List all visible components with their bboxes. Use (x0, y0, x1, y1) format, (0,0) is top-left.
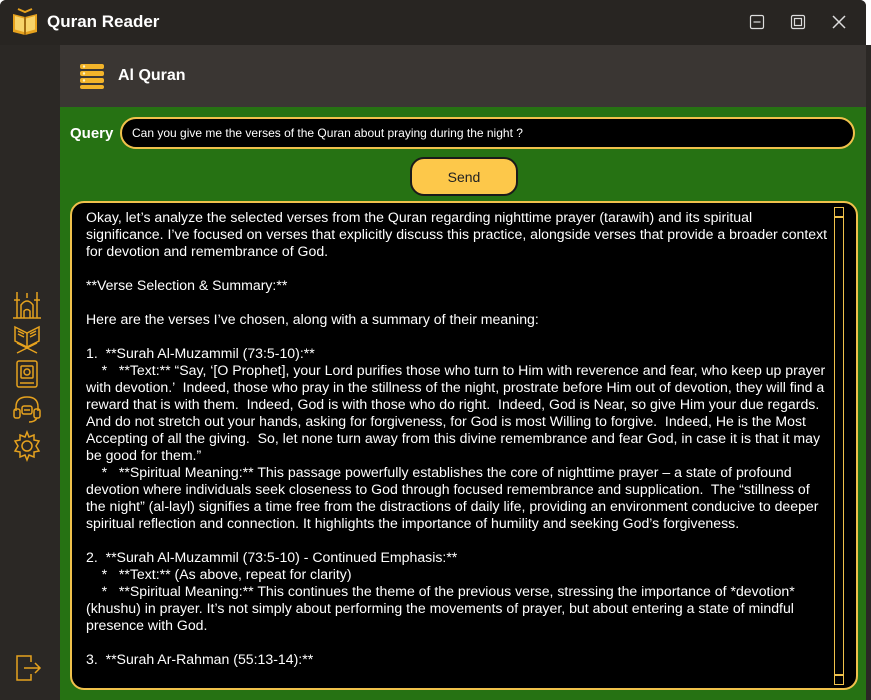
sidebar (0, 45, 60, 700)
scroll-down-button[interactable] (834, 675, 844, 685)
logout-icon[interactable] (11, 652, 43, 684)
mosque-icon[interactable] (11, 288, 43, 320)
query-label: Query (70, 125, 114, 142)
maximize-icon (790, 14, 806, 30)
close-icon (831, 14, 847, 30)
book-icon[interactable] (11, 358, 43, 390)
title-bar[interactable] (0, 0, 866, 45)
gear-icon[interactable] (11, 430, 43, 462)
response-panel[interactable] (70, 201, 858, 690)
headset-icon[interactable] (11, 393, 43, 425)
response-scrollbar[interactable] (834, 207, 844, 685)
window-edge (866, 45, 871, 700)
minimize-button[interactable] (742, 8, 772, 36)
scroll-track[interactable] (834, 217, 844, 675)
maximize-button[interactable] (783, 8, 813, 36)
main-content (60, 107, 866, 700)
quran-book-icon[interactable] (11, 323, 43, 355)
menu-icon[interactable] (78, 62, 106, 90)
close-button[interactable] (824, 8, 854, 36)
send-button[interactable]: Send (410, 157, 518, 196)
minimize-icon (749, 14, 765, 30)
app-title: Quran Reader (47, 12, 160, 31)
response-text: Okay, let’s analyze the selected verses from the Quran regarding nighttime prayer (tarawih) and its spiritual significance. I’ve focused on verses that explicitly discuss this practice, alongside verses that provide a broader context for devotion and remembrance of God. **Verse Selection & Summary:** Here are the verses I’ve chosen, along with a summary of their meaning: 1. **Surah Al-Muzammil (73:5-10):** * **Text:** “Say, ‘[O Prophet], your Lord purifies those who turn to Him with reverence and fear, who keep up prayer with devotion.’ Indeed, those who pray in the stillness of the night, prostrate before Him out of devotion, they will find a reward that is with them. Indeed, God is with those who do right. Indeed, God is Near, so give Him your due regards. And do not stretch out your hands, asking for forgiveness, for God is most Willing to forgive. Indeed, He is the Most Accepting of all the giving. So, let none turn away from this divine remembrance and fear God, in case it is that it may be good for them.” * **Spiritual Meaning:** This passage powerfully establishes the core of nighttime prayer – a state of profound devotion where individuals seek closeness to God through focused remembrance and supplication. The “stillness of the night” (al-layl) signifies a time free from the distractions of daily life, providing an environment conducive to deeper spiritual reflection and connection. It highlights the importance of humility and seeking God’s forgiveness. 2. **Surah Al-Muzammil (73:5-10) - Continued Emphasis:** * **Text:** (As above, repeat for clarity) * **Spiritual Meaning:** This continues the theme of the previous verse, stressing the importance of *devotion* (khushu) in prayer. It’s not simply about performing the movements of prayer, but about entering a state of mindful presence with God. 3. **Surah Ar-Rahman (55:13-14):** (86, 209, 828, 667)
query-input[interactable] (120, 117, 855, 149)
scroll-up-button[interactable] (834, 207, 844, 217)
quran-app-icon (10, 8, 40, 36)
page-title: Al Quran (118, 67, 186, 84)
header-bar (60, 45, 866, 107)
